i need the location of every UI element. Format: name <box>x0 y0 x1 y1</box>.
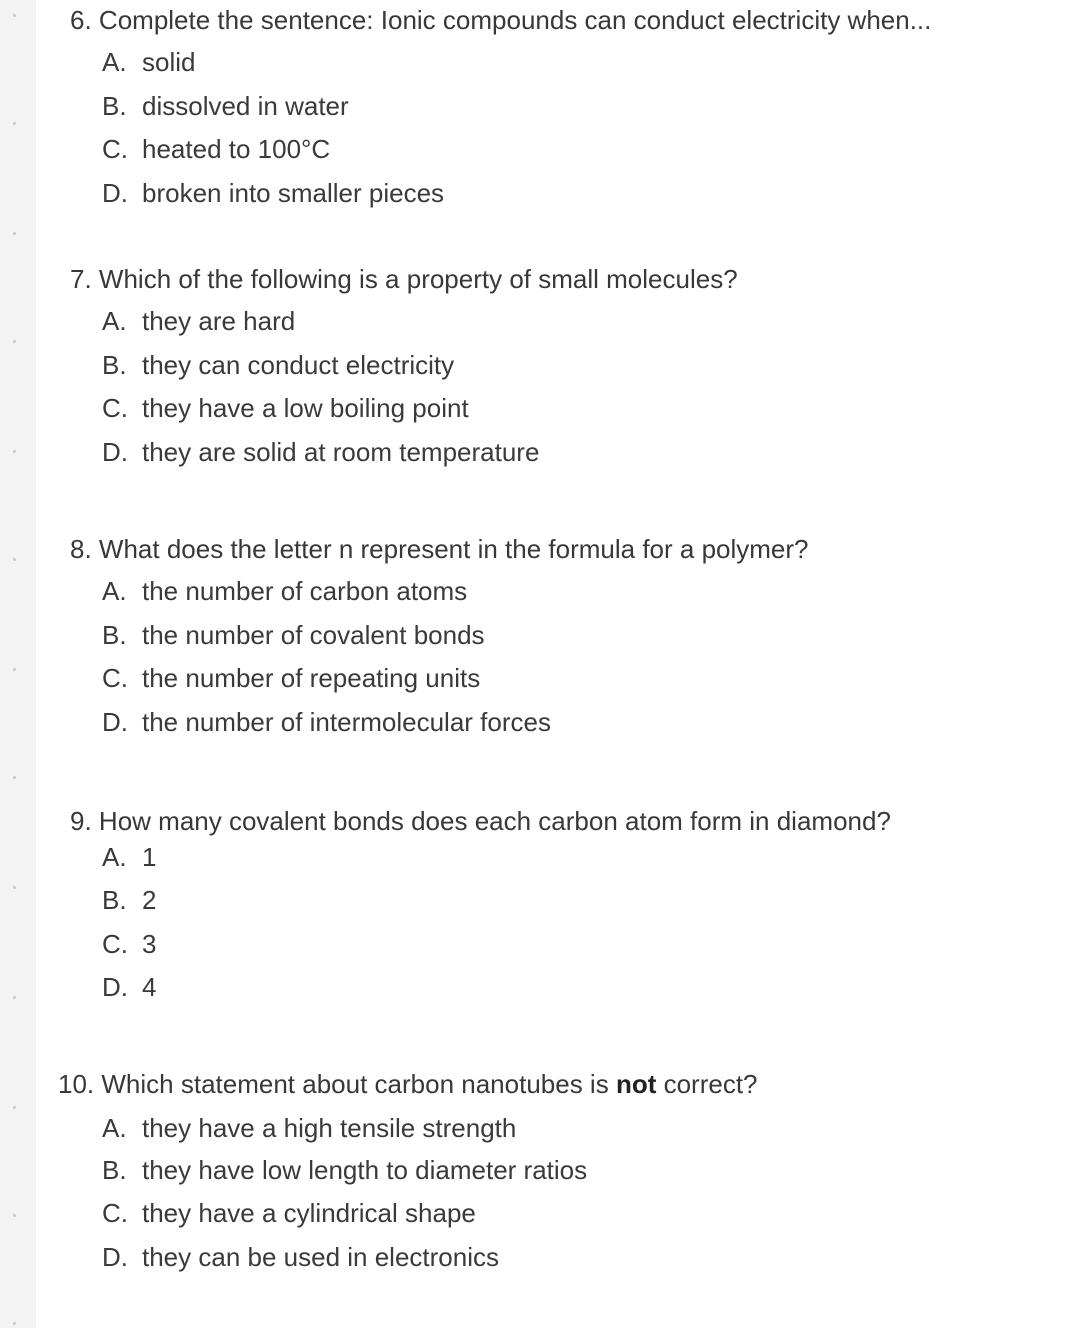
question-emphasis: not <box>615 1069 657 1099</box>
option-letter: D. <box>102 707 128 737</box>
option-text: they have a cylindrical shape <box>142 1198 476 1228</box>
question-6-option-b <box>102 90 349 122</box>
question-7-option-c <box>102 392 469 424</box>
option-letter: A. <box>102 306 127 336</box>
question-text: Which statement about carbon nanotubes is <box>101 1069 609 1099</box>
margin-dot <box>13 558 16 561</box>
option-letter: D. <box>102 972 128 1002</box>
question-10-option-d <box>102 1241 499 1273</box>
question-10-option-c <box>102 1197 476 1229</box>
option-text: broken into smaller pieces <box>142 178 445 208</box>
option-letter: C. <box>102 134 128 164</box>
option-text: they have a low boiling point <box>142 393 469 423</box>
question-number: 10. <box>58 1069 95 1099</box>
option-text: the number of repeating units <box>142 663 481 693</box>
question-6-prompt <box>70 4 931 36</box>
margin-dot <box>13 996 16 999</box>
question-9-prompt <box>70 805 891 837</box>
option-letter: C. <box>102 393 128 423</box>
question-10-prompt <box>58 1068 758 1100</box>
question-text: Complete the sentence: Ionic compounds can conduct electricity when... <box>98 5 932 35</box>
option-text: dissolved in water <box>142 91 349 121</box>
margin-dot <box>13 1106 16 1109</box>
option-text: 3 <box>142 929 157 959</box>
margin-dot <box>13 340 16 343</box>
option-text: solid <box>142 47 196 77</box>
question-9-option-a <box>102 841 156 873</box>
question-8-prompt <box>70 533 809 565</box>
question-7-option-a <box>102 305 295 337</box>
question-8-option-a <box>102 575 467 607</box>
option-letter: A. <box>102 842 127 872</box>
question-9-option-c <box>102 928 156 960</box>
option-letter: A. <box>102 47 127 77</box>
option-text: the number of carbon atoms <box>142 576 468 606</box>
option-text: 1 <box>142 842 157 872</box>
question-text: How many covalent bonds does each carbon atom form in diamond? <box>98 806 891 836</box>
option-text: the number of covalent bonds <box>142 620 485 650</box>
option-letter: A. <box>102 576 127 606</box>
option-text: they can conduct electricity <box>142 350 455 380</box>
margin-dot <box>13 1214 16 1217</box>
question-7-option-b <box>102 349 454 381</box>
option-text: they have low length to diameter ratios <box>142 1155 588 1185</box>
option-text: they are solid at room temperature <box>142 437 540 467</box>
question-number: 9. <box>70 806 92 836</box>
option-letter: D. <box>102 437 128 467</box>
question-8-option-c <box>102 662 480 694</box>
margin-dot <box>13 1322 16 1325</box>
option-letter: A. <box>102 1113 127 1143</box>
margin-dot <box>13 122 16 125</box>
question-9-option-d <box>102 971 156 1003</box>
question-number: 8. <box>70 534 92 564</box>
margin-dot <box>13 232 16 235</box>
option-letter: D. <box>102 178 128 208</box>
margin-dot <box>13 450 16 453</box>
question-number: 6. <box>70 5 92 35</box>
margin-dot <box>13 14 16 17</box>
question-text: What does the letter n represent in the formula for a polymer? <box>98 534 809 564</box>
question-text-end: correct? <box>663 1069 758 1099</box>
option-letter: C. <box>102 663 128 693</box>
margin-dot <box>13 668 16 671</box>
question-10-option-b <box>102 1154 587 1186</box>
option-letter: C. <box>102 929 128 959</box>
option-text: they have a high tensile strength <box>142 1113 517 1143</box>
question-10-option-a <box>102 1112 516 1144</box>
option-letter: C. <box>102 1198 128 1228</box>
question-text: Which of the following is a property of small molecules? <box>98 264 738 294</box>
left-margin-gutter <box>0 0 36 1328</box>
option-letter: B. <box>102 620 127 650</box>
question-number: 7. <box>70 264 92 294</box>
option-text: they can be used in electronics <box>142 1242 499 1272</box>
question-9-option-b <box>102 884 156 916</box>
margin-dot <box>13 776 16 779</box>
question-6-option-d <box>102 177 444 209</box>
question-6-option-a <box>102 46 195 78</box>
question-8-option-b <box>102 619 485 651</box>
option-letter: D. <box>102 1242 128 1272</box>
option-letter: B. <box>102 885 127 915</box>
option-text: the number of intermolecular forces <box>142 707 551 737</box>
option-letter: B. <box>102 350 127 380</box>
option-letter: B. <box>102 1155 127 1185</box>
question-7-prompt <box>70 263 738 295</box>
option-letter: B. <box>102 91 127 121</box>
question-8-option-d <box>102 706 551 738</box>
question-6-option-c <box>102 133 330 165</box>
option-text: heated to 100°C <box>142 134 331 164</box>
option-text: 2 <box>142 885 157 915</box>
option-text: they are hard <box>142 306 296 336</box>
question-7-option-d <box>102 436 539 468</box>
option-text: 4 <box>142 972 157 1002</box>
margin-dot <box>13 886 16 889</box>
